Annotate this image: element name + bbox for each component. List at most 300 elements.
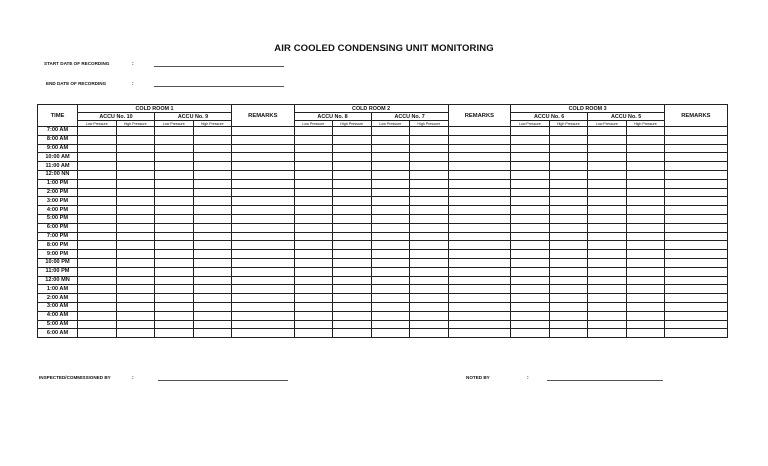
pressure-entry-cell[interactable] [371,162,410,171]
pressure-entry-cell[interactable] [333,329,372,338]
pressure-entry-cell[interactable] [155,153,194,162]
pressure-entry-cell[interactable] [333,267,372,276]
pressure-entry-cell[interactable] [78,188,117,197]
remarks-entry-cell[interactable] [665,127,728,136]
pressure-entry-cell[interactable] [371,179,410,188]
remarks-entry-cell[interactable] [665,302,728,311]
inspected-by-line[interactable] [158,380,288,381]
pressure-entry-cell[interactable] [588,241,627,250]
pressure-entry-cell[interactable] [626,179,665,188]
pressure-entry-cell[interactable] [549,294,588,303]
pressure-entry-cell[interactable] [410,302,449,311]
pressure-entry-cell[interactable] [155,276,194,285]
pressure-entry-cell[interactable] [410,285,449,294]
remarks-entry-cell[interactable] [665,329,728,338]
pressure-entry-cell[interactable] [626,250,665,259]
pressure-entry-cell[interactable] [410,320,449,329]
pressure-entry-cell[interactable] [294,311,333,320]
pressure-entry-cell[interactable] [78,241,117,250]
pressure-entry-cell[interactable] [626,302,665,311]
pressure-entry-cell[interactable] [549,302,588,311]
pressure-entry-cell[interactable] [333,276,372,285]
pressure-entry-cell[interactable] [294,294,333,303]
pressure-entry-cell[interactable] [549,311,588,320]
pressure-entry-cell[interactable] [78,267,117,276]
pressure-entry-cell[interactable] [588,258,627,267]
pressure-entry-cell[interactable] [333,302,372,311]
pressure-entry-cell[interactable] [410,294,449,303]
pressure-entry-cell[interactable] [193,127,232,136]
pressure-entry-cell[interactable] [511,206,550,215]
pressure-entry-cell[interactable] [155,285,194,294]
pressure-entry-cell[interactable] [371,276,410,285]
remarks-entry-cell[interactable] [665,188,728,197]
pressure-entry-cell[interactable] [193,302,232,311]
pressure-entry-cell[interactable] [294,250,333,259]
pressure-entry-cell[interactable] [549,232,588,241]
pressure-entry-cell[interactable] [333,170,372,179]
pressure-entry-cell[interactable] [549,188,588,197]
pressure-entry-cell[interactable] [116,179,155,188]
remarks-entry-cell[interactable] [665,197,728,206]
remarks-entry-cell[interactable] [665,320,728,329]
pressure-entry-cell[interactable] [116,188,155,197]
pressure-entry-cell[interactable] [511,127,550,136]
pressure-entry-cell[interactable] [549,267,588,276]
pressure-entry-cell[interactable] [626,294,665,303]
remarks-entry-cell[interactable] [232,179,295,188]
pressure-entry-cell[interactable] [78,223,117,232]
pressure-entry-cell[interactable] [116,127,155,136]
pressure-entry-cell[interactable] [410,135,449,144]
remarks-entry-cell[interactable] [665,162,728,171]
pressure-entry-cell[interactable] [193,232,232,241]
remarks-entry-cell[interactable] [665,223,728,232]
pressure-entry-cell[interactable] [371,223,410,232]
pressure-entry-cell[interactable] [371,170,410,179]
pressure-entry-cell[interactable] [371,214,410,223]
pressure-entry-cell[interactable] [410,250,449,259]
remarks-entry-cell[interactable] [448,232,511,241]
remarks-entry-cell[interactable] [232,250,295,259]
remarks-entry-cell[interactable] [448,206,511,215]
pressure-entry-cell[interactable] [116,241,155,250]
pressure-entry-cell[interactable] [155,232,194,241]
remarks-entry-cell[interactable] [665,153,728,162]
pressure-entry-cell[interactable] [371,127,410,136]
remarks-entry-cell[interactable] [448,250,511,259]
pressure-entry-cell[interactable] [333,311,372,320]
pressure-entry-cell[interactable] [193,135,232,144]
remarks-entry-cell[interactable] [665,179,728,188]
pressure-entry-cell[interactable] [549,206,588,215]
pressure-entry-cell[interactable] [371,197,410,206]
pressure-entry-cell[interactable] [626,285,665,294]
remarks-entry-cell[interactable] [665,276,728,285]
pressure-entry-cell[interactable] [511,232,550,241]
pressure-entry-cell[interactable] [78,206,117,215]
pressure-entry-cell[interactable] [116,294,155,303]
pressure-entry-cell[interactable] [116,258,155,267]
pressure-entry-cell[interactable] [116,153,155,162]
pressure-entry-cell[interactable] [588,144,627,153]
remarks-entry-cell[interactable] [448,285,511,294]
pressure-entry-cell[interactable] [511,197,550,206]
pressure-entry-cell[interactable] [193,241,232,250]
pressure-entry-cell[interactable] [78,127,117,136]
pressure-entry-cell[interactable] [511,241,550,250]
pressure-entry-cell[interactable] [193,206,232,215]
pressure-entry-cell[interactable] [155,223,194,232]
pressure-entry-cell[interactable] [549,162,588,171]
pressure-entry-cell[interactable] [116,285,155,294]
pressure-entry-cell[interactable] [371,206,410,215]
pressure-entry-cell[interactable] [511,223,550,232]
pressure-entry-cell[interactable] [294,179,333,188]
pressure-entry-cell[interactable] [626,153,665,162]
pressure-entry-cell[interactable] [155,135,194,144]
pressure-entry-cell[interactable] [588,320,627,329]
pressure-entry-cell[interactable] [155,214,194,223]
pressure-entry-cell[interactable] [116,135,155,144]
pressure-entry-cell[interactable] [78,302,117,311]
pressure-entry-cell[interactable] [626,170,665,179]
pressure-entry-cell[interactable] [626,241,665,250]
remarks-entry-cell[interactable] [232,241,295,250]
remarks-entry-cell[interactable] [665,206,728,215]
pressure-entry-cell[interactable] [371,294,410,303]
pressure-entry-cell[interactable] [626,267,665,276]
pressure-entry-cell[interactable] [410,197,449,206]
pressure-entry-cell[interactable] [371,144,410,153]
pressure-entry-cell[interactable] [511,135,550,144]
pressure-entry-cell[interactable] [549,285,588,294]
pressure-entry-cell[interactable] [78,285,117,294]
pressure-entry-cell[interactable] [626,144,665,153]
remarks-entry-cell[interactable] [232,135,295,144]
pressure-entry-cell[interactable] [116,206,155,215]
pressure-entry-cell[interactable] [371,311,410,320]
pressure-entry-cell[interactable] [410,188,449,197]
pressure-entry-cell[interactable] [155,267,194,276]
pressure-entry-cell[interactable] [78,329,117,338]
pressure-entry-cell[interactable] [511,320,550,329]
pressure-entry-cell[interactable] [626,135,665,144]
remarks-entry-cell[interactable] [448,294,511,303]
pressure-entry-cell[interactable] [410,162,449,171]
pressure-entry-cell[interactable] [294,302,333,311]
pressure-entry-cell[interactable] [511,329,550,338]
pressure-entry-cell[interactable] [371,320,410,329]
pressure-entry-cell[interactable] [78,232,117,241]
pressure-entry-cell[interactable] [549,250,588,259]
pressure-entry-cell[interactable] [155,206,194,215]
pressure-entry-cell[interactable] [333,294,372,303]
pressure-entry-cell[interactable] [294,144,333,153]
pressure-entry-cell[interactable] [333,285,372,294]
pressure-entry-cell[interactable] [193,250,232,259]
pressure-entry-cell[interactable] [549,197,588,206]
remarks-entry-cell[interactable] [232,276,295,285]
remarks-entry-cell[interactable] [448,197,511,206]
pressure-entry-cell[interactable] [193,311,232,320]
remarks-entry-cell[interactable] [232,144,295,153]
pressure-entry-cell[interactable] [549,276,588,285]
remarks-entry-cell[interactable] [665,294,728,303]
pressure-entry-cell[interactable] [294,232,333,241]
pressure-entry-cell[interactable] [333,144,372,153]
pressure-entry-cell[interactable] [155,320,194,329]
pressure-entry-cell[interactable] [626,197,665,206]
pressure-entry-cell[interactable] [371,285,410,294]
pressure-entry-cell[interactable] [193,162,232,171]
pressure-entry-cell[interactable] [371,329,410,338]
pressure-entry-cell[interactable] [549,135,588,144]
pressure-entry-cell[interactable] [333,188,372,197]
pressure-entry-cell[interactable] [78,214,117,223]
pressure-entry-cell[interactable] [193,258,232,267]
pressure-entry-cell[interactable] [626,258,665,267]
pressure-entry-cell[interactable] [626,206,665,215]
pressure-entry-cell[interactable] [626,188,665,197]
pressure-entry-cell[interactable] [588,206,627,215]
pressure-entry-cell[interactable] [333,241,372,250]
pressure-entry-cell[interactable] [410,179,449,188]
pressure-entry-cell[interactable] [333,162,372,171]
pressure-entry-cell[interactable] [371,135,410,144]
remarks-entry-cell[interactable] [448,179,511,188]
pressure-entry-cell[interactable] [294,188,333,197]
pressure-entry-cell[interactable] [193,144,232,153]
pressure-entry-cell[interactable] [294,127,333,136]
remarks-entry-cell[interactable] [232,153,295,162]
pressure-entry-cell[interactable] [410,206,449,215]
end-date-line[interactable] [154,86,284,87]
remarks-entry-cell[interactable] [665,214,728,223]
pressure-entry-cell[interactable] [588,135,627,144]
pressure-entry-cell[interactable] [626,127,665,136]
pressure-entry-cell[interactable] [511,153,550,162]
pressure-entry-cell[interactable] [116,223,155,232]
pressure-entry-cell[interactable] [371,241,410,250]
pressure-entry-cell[interactable] [155,127,194,136]
pressure-entry-cell[interactable] [588,267,627,276]
pressure-entry-cell[interactable] [193,188,232,197]
remarks-entry-cell[interactable] [232,214,295,223]
remarks-entry-cell[interactable] [232,188,295,197]
pressure-entry-cell[interactable] [626,223,665,232]
pressure-entry-cell[interactable] [155,250,194,259]
pressure-entry-cell[interactable] [333,206,372,215]
remarks-entry-cell[interactable] [448,127,511,136]
remarks-entry-cell[interactable] [448,276,511,285]
pressure-entry-cell[interactable] [333,250,372,259]
pressure-entry-cell[interactable] [410,267,449,276]
pressure-entry-cell[interactable] [588,223,627,232]
pressure-entry-cell[interactable] [549,153,588,162]
pressure-entry-cell[interactable] [511,258,550,267]
pressure-entry-cell[interactable] [116,276,155,285]
remarks-entry-cell[interactable] [665,285,728,294]
pressure-entry-cell[interactable] [193,153,232,162]
remarks-entry-cell[interactable] [232,206,295,215]
remarks-entry-cell[interactable] [448,267,511,276]
pressure-entry-cell[interactable] [78,258,117,267]
pressure-entry-cell[interactable] [511,285,550,294]
pressure-entry-cell[interactable] [410,127,449,136]
pressure-entry-cell[interactable] [294,206,333,215]
pressure-entry-cell[interactable] [78,276,117,285]
remarks-entry-cell[interactable] [232,127,295,136]
pressure-entry-cell[interactable] [116,311,155,320]
pressure-entry-cell[interactable] [155,144,194,153]
pressure-entry-cell[interactable] [511,144,550,153]
remarks-entry-cell[interactable] [448,223,511,232]
remarks-entry-cell[interactable] [448,153,511,162]
remarks-entry-cell[interactable] [232,285,295,294]
pressure-entry-cell[interactable] [410,144,449,153]
pressure-entry-cell[interactable] [549,179,588,188]
pressure-entry-cell[interactable] [294,197,333,206]
pressure-entry-cell[interactable] [193,276,232,285]
pressure-entry-cell[interactable] [116,232,155,241]
pressure-entry-cell[interactable] [155,258,194,267]
remarks-entry-cell[interactable] [448,214,511,223]
pressure-entry-cell[interactable] [78,320,117,329]
pressure-entry-cell[interactable] [155,294,194,303]
pressure-entry-cell[interactable] [511,294,550,303]
pressure-entry-cell[interactable] [193,285,232,294]
pressure-entry-cell[interactable] [549,127,588,136]
pressure-entry-cell[interactable] [371,232,410,241]
remarks-entry-cell[interactable] [665,135,728,144]
pressure-entry-cell[interactable] [155,302,194,311]
pressure-entry-cell[interactable] [410,329,449,338]
pressure-entry-cell[interactable] [193,329,232,338]
pressure-entry-cell[interactable] [588,170,627,179]
pressure-entry-cell[interactable] [549,258,588,267]
pressure-entry-cell[interactable] [371,250,410,259]
pressure-entry-cell[interactable] [371,258,410,267]
pressure-entry-cell[interactable] [78,250,117,259]
remarks-entry-cell[interactable] [665,232,728,241]
pressure-entry-cell[interactable] [588,294,627,303]
remarks-entry-cell[interactable] [448,135,511,144]
remarks-entry-cell[interactable] [232,267,295,276]
pressure-entry-cell[interactable] [549,320,588,329]
pressure-entry-cell[interactable] [193,223,232,232]
pressure-entry-cell[interactable] [333,135,372,144]
pressure-entry-cell[interactable] [155,179,194,188]
pressure-entry-cell[interactable] [626,276,665,285]
pressure-entry-cell[interactable] [116,329,155,338]
remarks-entry-cell[interactable] [232,197,295,206]
pressure-entry-cell[interactable] [155,170,194,179]
remarks-entry-cell[interactable] [448,162,511,171]
remarks-entry-cell[interactable] [448,329,511,338]
remarks-entry-cell[interactable] [665,241,728,250]
pressure-entry-cell[interactable] [410,223,449,232]
pressure-entry-cell[interactable] [588,329,627,338]
pressure-entry-cell[interactable] [294,267,333,276]
remarks-entry-cell[interactable] [665,311,728,320]
remarks-entry-cell[interactable] [665,144,728,153]
pressure-entry-cell[interactable] [294,276,333,285]
pressure-entry-cell[interactable] [116,267,155,276]
pressure-entry-cell[interactable] [294,170,333,179]
pressure-entry-cell[interactable] [588,232,627,241]
remarks-entry-cell[interactable] [232,258,295,267]
pressure-entry-cell[interactable] [78,144,117,153]
remarks-entry-cell[interactable] [232,232,295,241]
pressure-entry-cell[interactable] [333,197,372,206]
pressure-entry-cell[interactable] [549,241,588,250]
remarks-entry-cell[interactable] [232,162,295,171]
pressure-entry-cell[interactable] [116,320,155,329]
pressure-entry-cell[interactable] [333,179,372,188]
pressure-entry-cell[interactable] [193,179,232,188]
pressure-entry-cell[interactable] [588,214,627,223]
pressure-entry-cell[interactable] [193,214,232,223]
pressure-entry-cell[interactable] [511,250,550,259]
pressure-entry-cell[interactable] [155,241,194,250]
pressure-entry-cell[interactable] [511,188,550,197]
pressure-entry-cell[interactable] [588,311,627,320]
pressure-entry-cell[interactable] [511,311,550,320]
remarks-entry-cell[interactable] [232,294,295,303]
pressure-entry-cell[interactable] [588,285,627,294]
remarks-entry-cell[interactable] [232,329,295,338]
pressure-entry-cell[interactable] [78,170,117,179]
noted-by-line[interactable] [547,380,663,381]
pressure-entry-cell[interactable] [155,329,194,338]
pressure-entry-cell[interactable] [626,311,665,320]
pressure-entry-cell[interactable] [333,258,372,267]
remarks-entry-cell[interactable] [448,311,511,320]
pressure-entry-cell[interactable] [294,223,333,232]
remarks-entry-cell[interactable] [665,170,728,179]
pressure-entry-cell[interactable] [588,179,627,188]
pressure-entry-cell[interactable] [511,214,550,223]
remarks-entry-cell[interactable] [448,258,511,267]
pressure-entry-cell[interactable] [78,197,117,206]
pressure-entry-cell[interactable] [193,320,232,329]
pressure-entry-cell[interactable] [588,162,627,171]
pressure-entry-cell[interactable] [410,241,449,250]
pressure-entry-cell[interactable] [333,232,372,241]
pressure-entry-cell[interactable] [333,153,372,162]
pressure-entry-cell[interactable] [193,197,232,206]
remarks-entry-cell[interactable] [232,302,295,311]
pressure-entry-cell[interactable] [511,267,550,276]
remarks-entry-cell[interactable] [232,311,295,320]
pressure-entry-cell[interactable] [193,267,232,276]
pressure-entry-cell[interactable] [549,170,588,179]
pressure-entry-cell[interactable] [116,170,155,179]
pressure-entry-cell[interactable] [626,232,665,241]
pressure-entry-cell[interactable] [410,232,449,241]
pressure-entry-cell[interactable] [588,302,627,311]
pressure-entry-cell[interactable] [333,223,372,232]
pressure-entry-cell[interactable] [193,170,232,179]
pressure-entry-cell[interactable] [294,214,333,223]
pressure-entry-cell[interactable] [333,214,372,223]
pressure-entry-cell[interactable] [410,276,449,285]
remarks-entry-cell[interactable] [232,320,295,329]
remarks-entry-cell[interactable] [665,258,728,267]
remarks-entry-cell[interactable] [665,267,728,276]
pressure-entry-cell[interactable] [78,135,117,144]
